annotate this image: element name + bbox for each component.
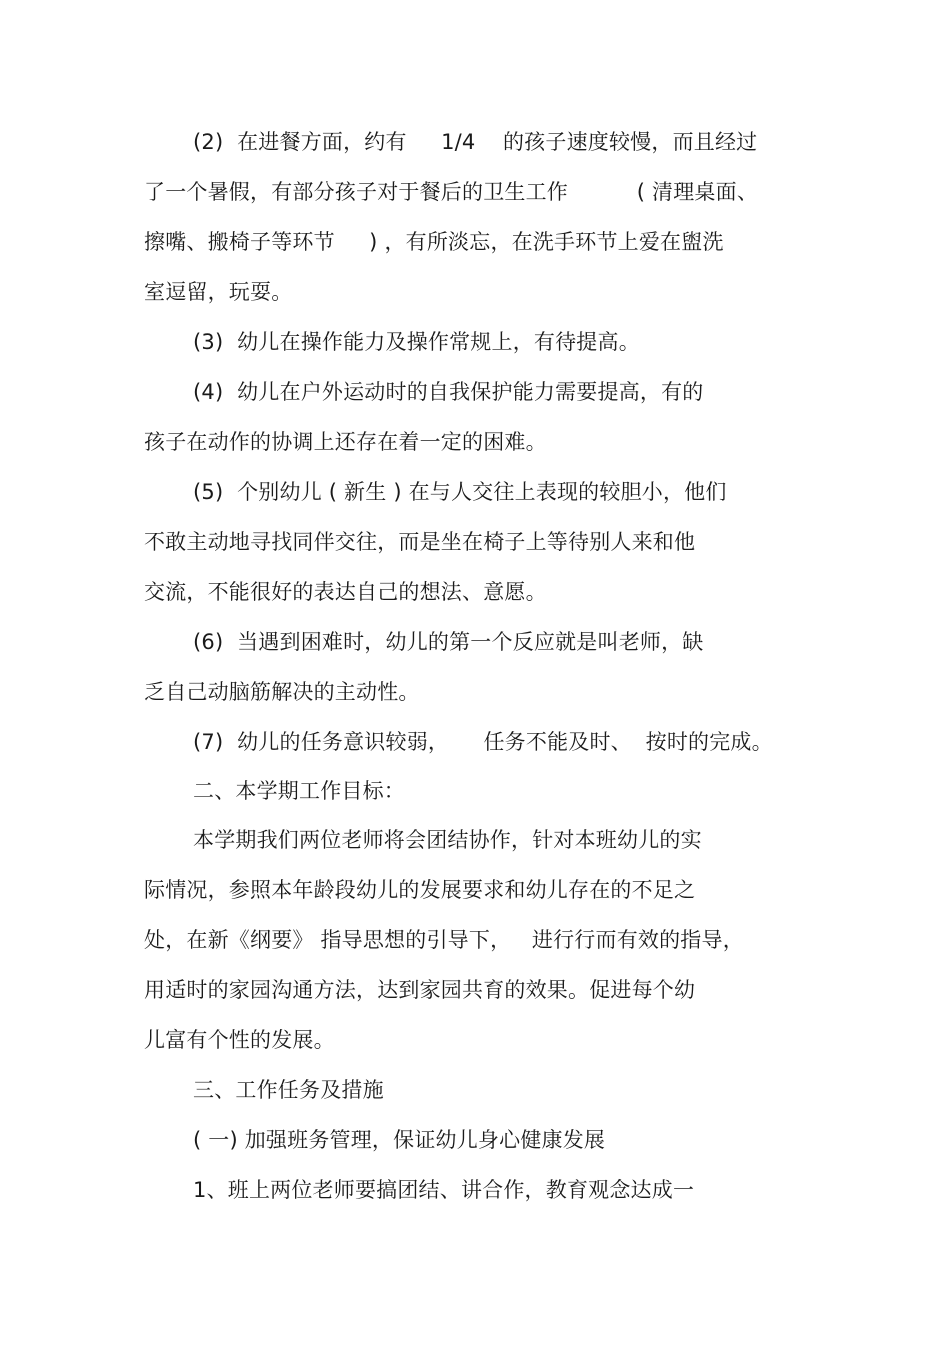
paragraph-line: (2) 在进餐方面，约有 1/4 的孩子速度较慢，而且经过 (193, 130, 758, 154)
paragraph-line: 用适时的家园沟通方法，达到家园共育的效果。促进每个幼 (144, 978, 696, 1002)
paragraph-line: (4) 幼儿在户外运动时的自我保护能力需要提高，有的 (193, 380, 704, 404)
paragraph-line: (6) 当遇到困难时，幼儿的第一个反应就是叫老师，缺 (193, 630, 704, 654)
paragraph-line: 了一个暑假，有部分孩子对于餐后的卫生工作 ( 清理桌面、 (144, 180, 759, 204)
paragraph-line: 室逗留，玩耍。 (144, 280, 293, 304)
paragraph-line: (7) 幼儿的任务意识较弱， 任务不能及时、 按时的完成。 (193, 730, 773, 754)
paragraph-line: 儿富有个性的发展。 (144, 1028, 335, 1052)
paragraph-line: 本学期我们两位老师将会团结协作，针对本班幼儿的实 (193, 828, 702, 852)
paragraph-line: 孩子在动作的协调上还存在着一定的困难。 (144, 430, 547, 454)
paragraph-line: 处，在新《纲要》 指导思想的引导下， 进行行而有效的指导， (144, 928, 744, 952)
section-heading: 二、本学期工作目标： (193, 779, 405, 803)
paragraph-line: (5) 个别幼儿 ( 新生 ) 在与人交往上表现的较胆小，他们 (193, 480, 727, 504)
paragraph-line: 1、班上两位老师要搞团结、讲合作，教育观念达成一 (193, 1178, 695, 1202)
paragraph-line: (3) 幼儿在操作能力及操作常规上，有待提高。 (193, 330, 640, 354)
paragraph-line: 际情况，参照本年龄段幼儿的发展要求和幼儿存在的不足之 (144, 878, 696, 902)
paragraph-line: 不敢主动地寻找同伴交往，而是坐在椅子上等待别人来和他 (144, 530, 696, 554)
section-heading: 三、工作任务及措施 (193, 1078, 384, 1102)
subsection-heading: ( 一) 加强班务管理，保证幼儿身心健康发展 (193, 1128, 606, 1152)
paragraph-line: 乏自己动脑筋解决的主动性。 (144, 680, 420, 704)
paragraph-line: 交流，不能很好的表达自己的想法、意愿。 (144, 580, 547, 604)
paragraph-line: 擦嘴、搬椅子等环节 ) ，有所淡忘，在洗手环节上爱在盥洗 (144, 230, 724, 254)
